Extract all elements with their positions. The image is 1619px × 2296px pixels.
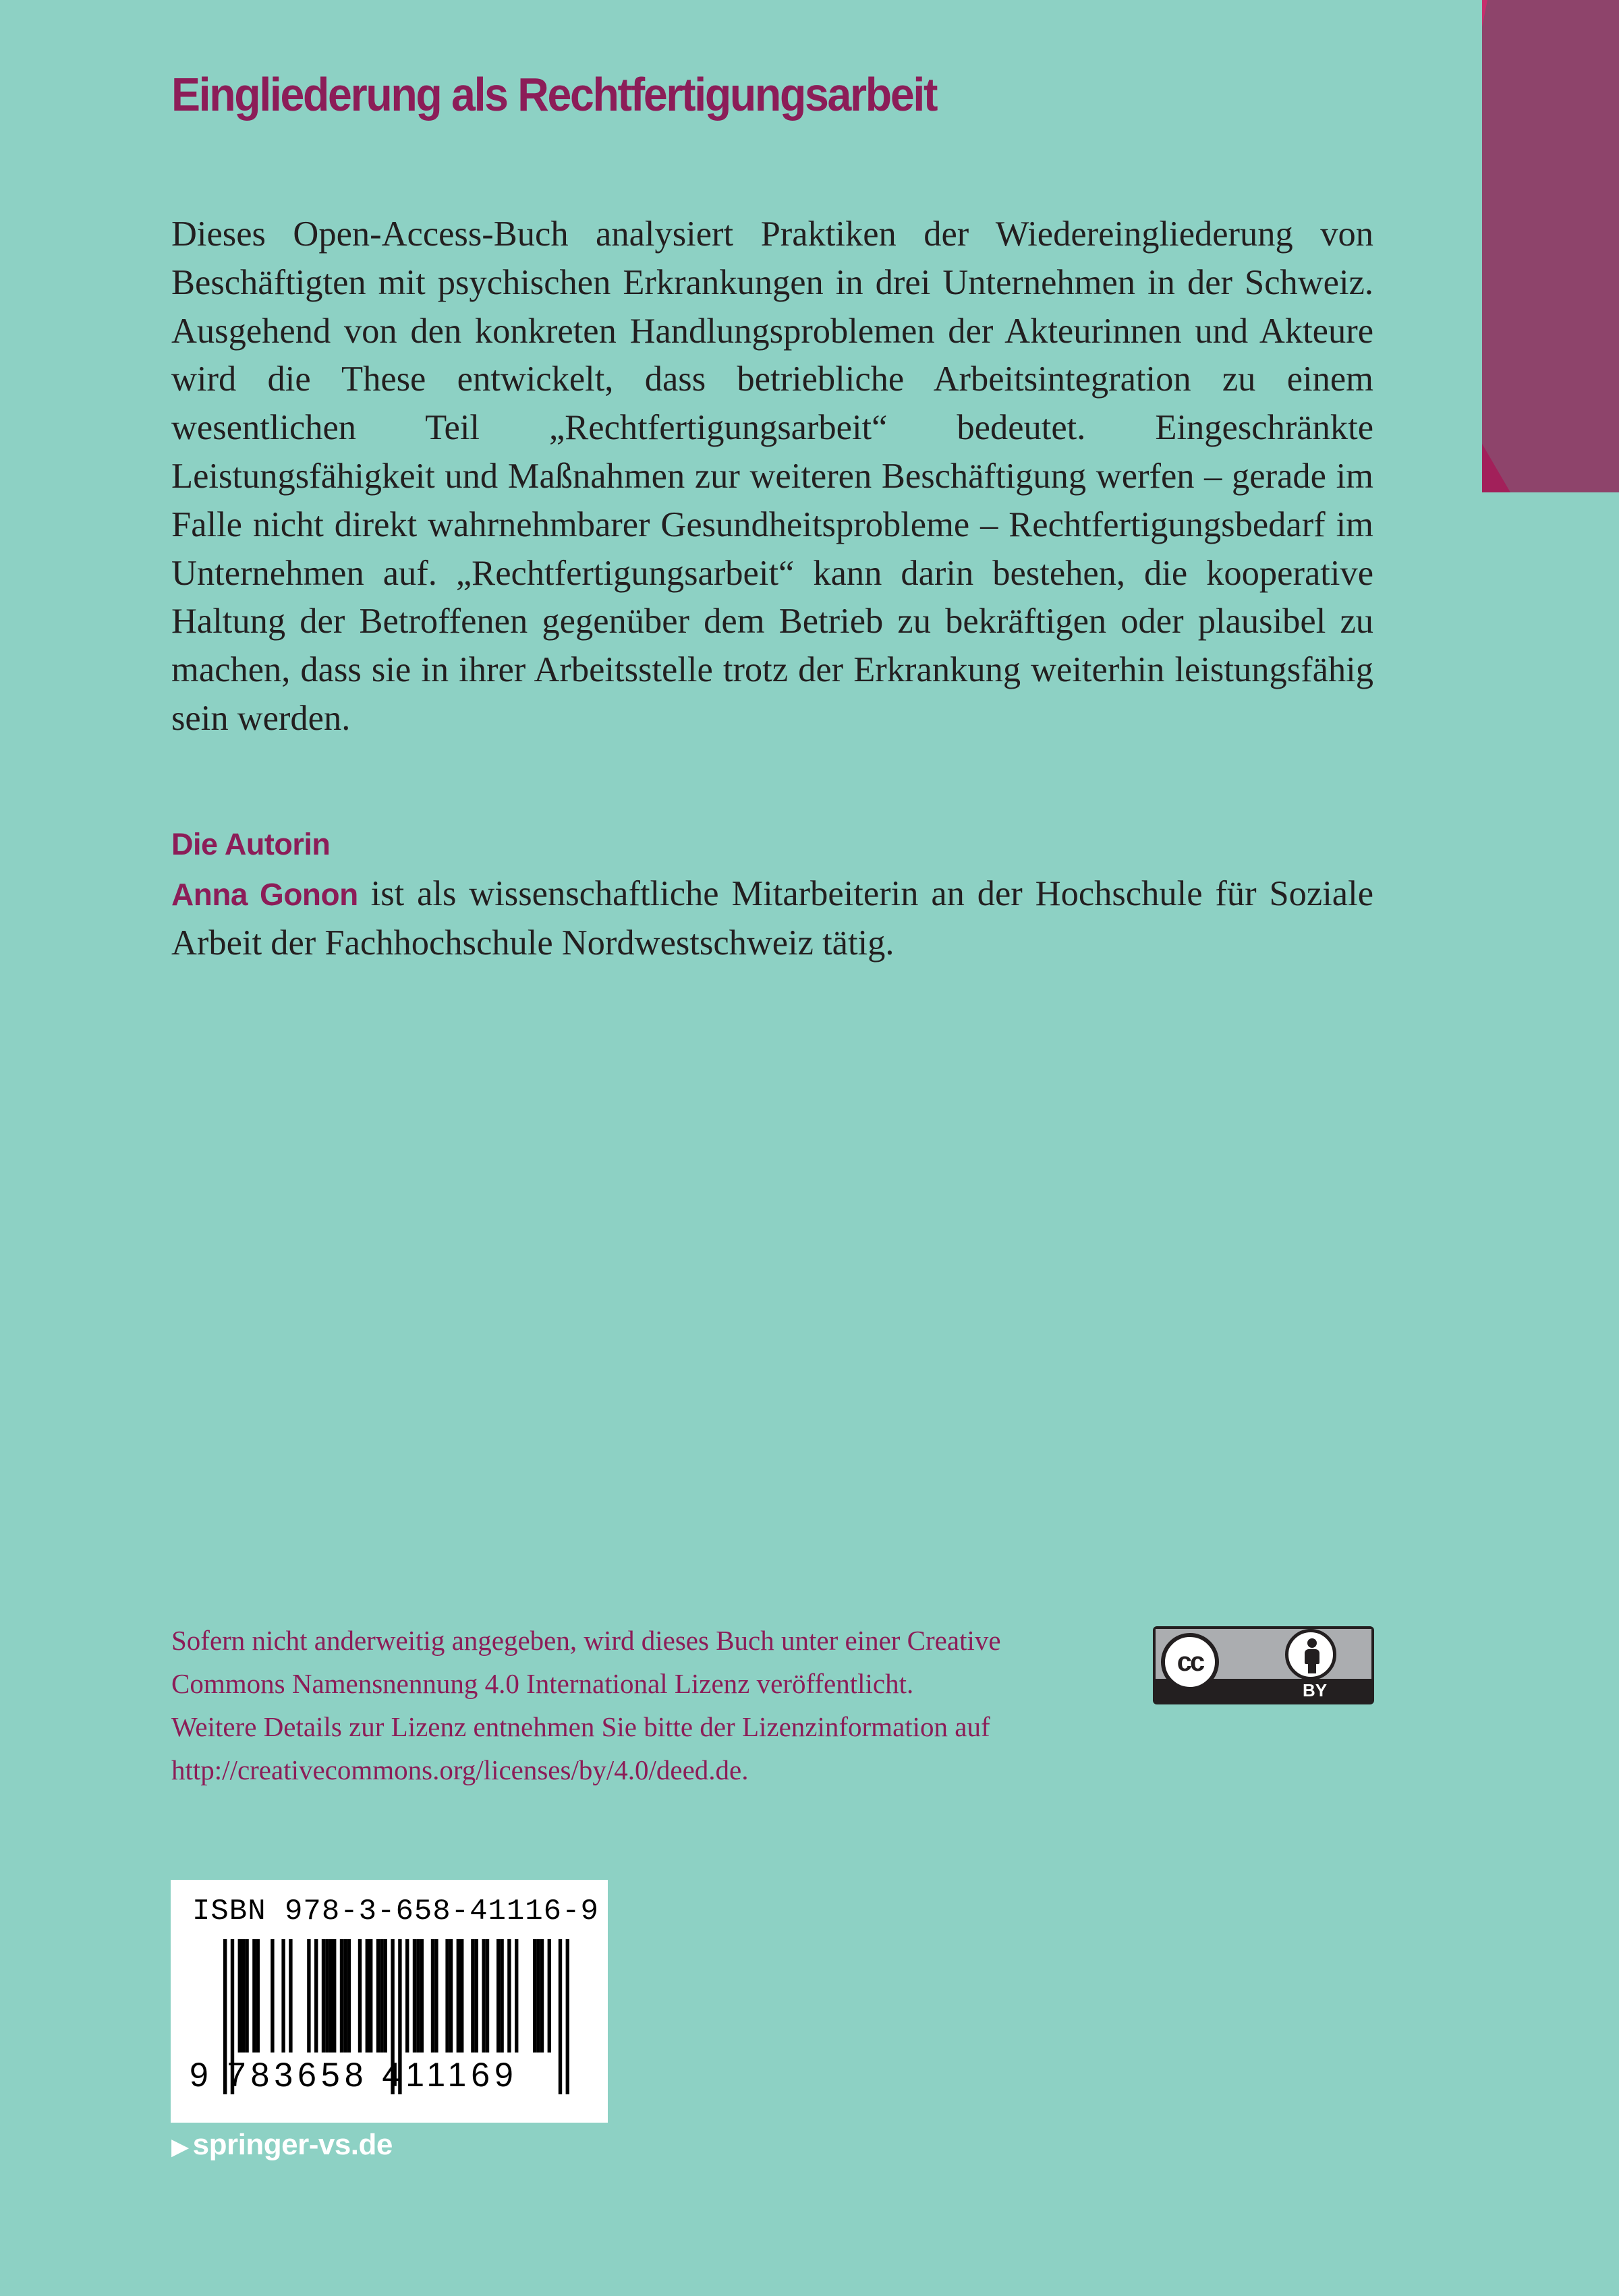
license-url: http://creativecommons.org/licenses/by/4.0/deed.de. <box>171 1754 749 1785</box>
license-line: Sofern nicht anderweitig angegeben, wird dieses Buch unter einer Creative <box>171 1625 1001 1656</box>
barcode-bar <box>366 1939 369 2053</box>
barcode-bar <box>271 1939 274 2053</box>
barcode-bar <box>496 1939 500 2053</box>
barcode-bar <box>475 1939 478 2053</box>
barcode-bar <box>369 1939 372 2053</box>
cc-logo-icon: cc <box>1161 1633 1219 1691</box>
barcode-bar <box>507 1939 511 2053</box>
book-blurb: Dieses Open-Access-Buch analysiert Praktiken der Wiedereingliederung von Beschäftigten mit psychischen Erkrankungen in drei Unternehmen in der Schweiz. Ausgehend von den konkreten Handlungsproblemen der Akteurinnen und Akteure wird die These entwickelt, dass betriebliche Arbeitsintegration zu einem wesentlichen Teil „Rechtfertigungsarbeit“ bedeutet. Eingeschränkte Leistungsfähigkeit und Maßnahmen zur weiteren Beschäftigung werfen – gerade im Falle nicht direkt wahrnehmbarer Gesundheitsprobleme – Rechtfertigungsbedarf im Unternehmen auf. „Rechtfertigungsarbeit“ kann darin bestehen, die kooperative Haltung der Betroffenen gegenüber dem Betrieb zu bekräftigen oder plausibel zu machen, dass sie in ihrer Arbeitsstelle trotz der Erkrankung weiterhin leistungsfähig sein werden. <box>171 214 1373 738</box>
barcode-bar <box>252 1939 256 2053</box>
barcode-bar <box>242 1939 245 2053</box>
barcode-bar <box>500 1939 503 2053</box>
author-name: Anna Gonon <box>171 877 358 912</box>
barcode-bar <box>325 1939 329 2053</box>
barcode-bar <box>536 1939 540 2053</box>
person-icon <box>1285 1629 1336 1680</box>
barcode-bar <box>413 1939 416 2053</box>
isbn-barcode-block <box>171 1880 608 2123</box>
barcode-bar <box>380 1939 383 2053</box>
barcode-bar <box>384 1939 387 2053</box>
barcode-bar <box>329 1939 333 2053</box>
barcode-guard-bar <box>559 1939 562 2094</box>
barcode-bar <box>245 1939 248 2053</box>
barcode-bar <box>533 1939 536 2053</box>
play-arrow-icon: ▶ <box>171 2134 189 2160</box>
barcode-bar <box>333 1939 336 2053</box>
barcode-bar <box>322 1939 325 2053</box>
barcode-bar <box>340 1939 343 2053</box>
author-bio-text: ist als wissenschaftliche Mitarbeiterin an der Hochschule für Soziale Arbeit der Fachhochschule Nordwestschweiz tätig. <box>171 874 1374 963</box>
barcode-bar <box>416 1939 420 2053</box>
by-label: BY <box>1302 1680 1328 1700</box>
publisher-url: springer-vs.de <box>192 2128 393 2161</box>
isbn-label: ISBN 978-3-658-41116-9 <box>192 1895 599 1928</box>
license-notice <box>171 1619 1149 1791</box>
barcode-bar <box>460 1939 463 2053</box>
barcode-bar <box>281 1939 285 2053</box>
barcode-bar <box>434 1939 438 2053</box>
barcode-bar <box>314 1939 318 2053</box>
barcode-bar <box>548 1939 551 2053</box>
barcode-bar <box>486 1939 489 2053</box>
barcode-bar <box>482 1939 485 2053</box>
cover-side-band <box>1482 0 1619 492</box>
barcode-bar <box>420 1939 424 2053</box>
barcode-bar <box>347 1939 351 2053</box>
barcode-digits: 9 783658 411169 <box>190 2056 518 2094</box>
barcode-bar <box>457 1939 460 2053</box>
author-bio <box>171 870 1373 968</box>
barcode-bar <box>256 1939 260 2053</box>
barcode-guard-bar <box>566 1939 569 2094</box>
barcode-bar <box>307 1939 310 2053</box>
barcode-bar <box>343 1939 347 2053</box>
cc-by-license-badge <box>1153 1626 1374 1704</box>
barcode-bar <box>358 1939 362 2053</box>
barcode-bar <box>449 1939 453 2053</box>
barcode-bar <box>471 1939 474 2053</box>
barcode-bar <box>445 1939 449 2053</box>
book-title: Eingliederung als Rechtfertigungsarbeit <box>171 68 937 121</box>
barcode-bar <box>289 1939 292 2053</box>
barcode-bar <box>405 1939 409 2053</box>
barcode-bar <box>376 1939 380 2053</box>
barcode-bar <box>238 1939 242 2053</box>
license-line: Commons Namensnennung 4.0 International Lizenz veröffentlicht. <box>171 1668 914 1699</box>
barcode-bar <box>540 1939 544 2053</box>
barcode-bar <box>515 1939 518 2053</box>
barcode-bar <box>431 1939 434 2053</box>
publisher-link[interactable] <box>171 2128 393 2162</box>
author-heading: Die Autorin <box>171 827 331 861</box>
license-line: Weitere Details zur Lizenz entnehmen Sie bitte der Lizenzinformation auf <box>171 1711 990 1742</box>
